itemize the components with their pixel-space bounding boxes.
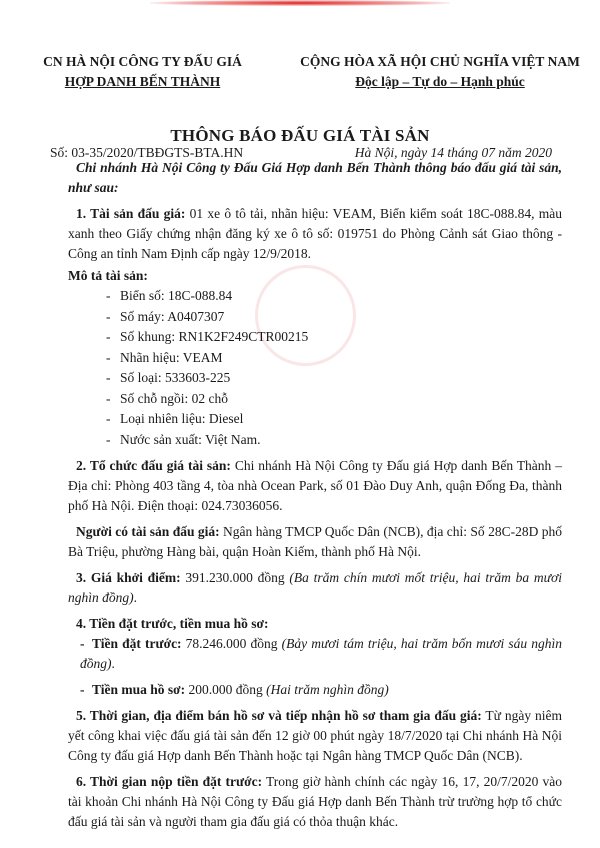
nation-block	[280, 52, 600, 92]
deposit-end: .	[111, 656, 115, 671]
intro-paragraph: Chi nhánh Hà Nội Công ty Đấu Giá Hợp danh Bến Thành thông báo đấu giá tài sản, như sau:	[68, 160, 562, 195]
section-2-label: 2. Tổ chức đấu giá tài sản:	[76, 458, 231, 473]
starting-price-words: (Ba trăm chín mươi mốt triệu, hai trăm ba mươi nghìn đồng)	[68, 570, 562, 605]
org-block	[30, 52, 255, 92]
list-item: - Số máy: A0407307	[106, 307, 562, 328]
section-3	[68, 568, 562, 608]
fee-words: (Hai trăm nghìn đồng)	[266, 682, 389, 697]
deposit-row: - Tiền đặt trước: 78.246.000 đồng (Bảy mươi tám triệu, hai trăm bốn mươi sáu nghìn đồng).	[80, 636, 562, 671]
owner-text: Ngân hàng TMCP Quốc Dân (NCB), địa chỉ: Số 28C-28D phố Bà Triệu, phường Hàng bài, quận Hoàn Kiếm, thành phố Hà Nội.	[68, 524, 562, 559]
section-1-label: 1. Tài sản đấu giá:	[76, 206, 186, 221]
section-5-text: Từ ngày niêm yết công khai việc đấu giá tài sản đến 12 giờ 00 phút ngày 18/7/2020 tại Chi nhánh Hà Nội Công ty đấu giá Hợp danh Bến Thành hoặc tại Ngân hàng TMCP Quốc Dân (NCB).	[68, 708, 562, 763]
document-number: Số: 03-35/2020/TBĐGTS-BTA.HN	[50, 145, 244, 160]
starting-price-value: 391.230.000 đồng	[180, 570, 290, 585]
document-body	[68, 158, 562, 832]
document-date: Hà Nội, ngày 14 tháng 07 năm 2020	[354, 145, 552, 160]
section-2	[68, 456, 562, 516]
section-2-text: Chi nhánh Hà Nội Công ty Đấu giá Hợp danh Bến Thành – Địa chỉ: Phòng 403 tầng 4, tòa nhà Ocean Park, số 01 Đào Duy Anh, quận Đống Đa, thành phố Hà Nội. Điện thoại: 024.73036056.	[68, 458, 562, 513]
section-5-label: 5. Thời gian, địa điểm bán hồ sơ và tiếp nhận hồ sơ tham gia đấu giá:	[76, 708, 482, 723]
list-item: - Số loại: 533603-225	[106, 368, 562, 389]
list-item: - Biển số: 18C-088.84	[106, 286, 562, 307]
org-name-line1: CN HÀ NỘI CÔNG TY ĐẤU GIÁ	[43, 54, 242, 69]
description-title: Mô tả tài sản:	[68, 268, 148, 283]
section-1-text: 01 xe ô tô tải, nhãn hiệu: VEAM, Biển kiểm soát 18C-088.84, màu xanh theo Giấy chứng nhận đăng ký xe ô tô số: 019751 do Phòng Cảnh sát Giao thông - Công an tỉnh Nam Định cấp ngày 12/9/2018.	[68, 206, 562, 261]
list-item: - Nhãn hiệu: VEAM	[106, 348, 562, 369]
section-1	[68, 204, 562, 264]
section-3-label: 3. Giá khởi điểm:	[76, 570, 181, 585]
owner-paragraph	[68, 522, 562, 562]
section-4-label: 4. Tiền đặt trước, tiền mua hồ sơ:	[76, 616, 269, 631]
section-6-text: Trong giờ hành chính các ngày 16, 17, 20/7/2020 vào tài khoản Chi nhánh Hà Nội Công ty Đấu giá Hợp danh Bến Thành trừ trường hợp tổ chức đấu giá tài sản và người tham gia đấu giá có thỏa thuận khác.	[68, 774, 563, 829]
nation-motto: Độc lập – Tự do – Hạnh phúc	[355, 74, 525, 89]
fee-value: 200.000 đồng	[185, 682, 267, 697]
org-name-line2: HỢP DANH BẾN THÀNH	[64, 74, 221, 89]
list-item: - Số khung: RN1K2F249CTR00215	[106, 327, 562, 348]
fee-row: - Tiền mua hồ sơ: 200.000 đồng (Hai trăm nghìn đồng)	[80, 682, 389, 697]
document-title: THÔNG BÁO ĐẤU GIÁ TÀI SẢN	[170, 126, 430, 145]
fee-label: Tiền mua hồ sơ:	[92, 682, 186, 697]
deposit-value: 78.246.000 đồng	[181, 636, 282, 651]
deposit-label: Tiền đặt trước:	[92, 636, 182, 651]
list-item: - Nước sản xuất: Việt Nam.	[106, 430, 562, 451]
section-3-end: .	[133, 590, 137, 605]
section-5	[68, 706, 562, 766]
owner-label: Người có tài sản đấu giá:	[76, 524, 220, 539]
deposit-words: (Bảy mươi tám triệu, hai trăm bốn mươi sáu nghìn đồng)	[80, 636, 562, 671]
red-mark-decoration	[150, 0, 450, 6]
nation-name: CỘNG HÒA XÃ HỘI CHỦ NGHĨA VIỆT NAM	[300, 54, 580, 69]
section-4	[68, 614, 562, 634]
list-item: - Loại nhiên liệu: Diesel	[106, 409, 562, 430]
section-6	[68, 772, 562, 832]
description-list	[68, 286, 562, 450]
section-6-label: 6. Thời gian nộp tiền đặt trước:	[76, 774, 263, 789]
list-item: - Số chỗ ngồi: 02 chỗ	[106, 389, 562, 410]
